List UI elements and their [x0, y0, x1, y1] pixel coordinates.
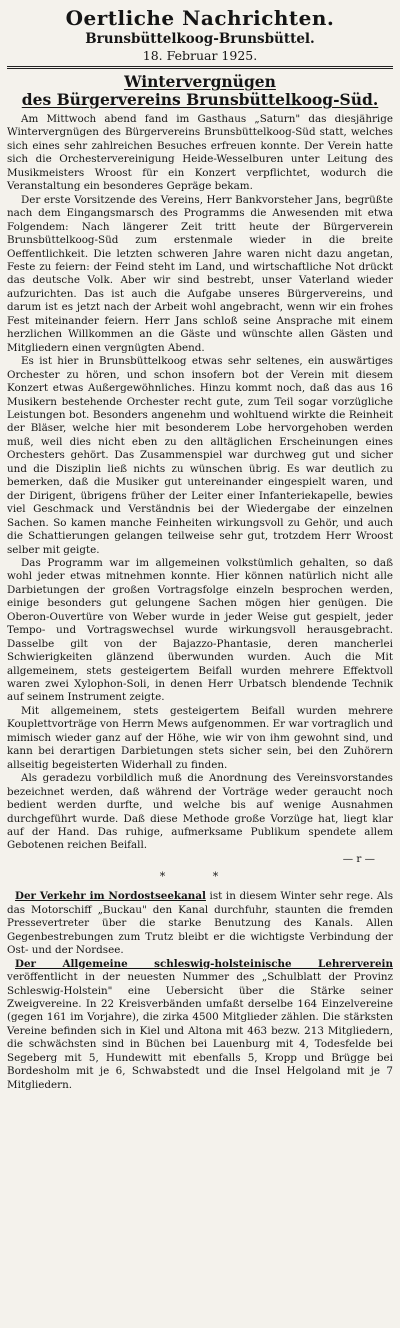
masthead — [7, 6, 393, 64]
article-paragraph: Das Programm war im allgemeinen volkstümlich gehalten, so daß wohl jeder etwas mitnehmen konnte. Hier können natürlich nicht alle Darbietungen der großen Vortragsfolge einzeln besprochen werden, einige besonders gut gelungene Sachen mögen hier genügen. Die Oberon-Ouvertüre von Weber wurde in jeder Weise gut gespielt, jeder Tempo- und Vortragswechsel wurde wirkungsvoll herausgebracht. Dasselbe gilt von der Bajazzo-Phantasie, deren mancherlei Schwierigkeiten glänzend überwunden wurden. Auch die Mit allgemeinem, stets gesteigertem Beifall wurden mehrere Effektvoll waren zwei Xylophon-Soli, in denen Herr Urbatsch blendende Technik auf seinem Instrument zeigte. — [7, 556, 393, 704]
section-title: Oertliche Nachrichten. — [65, 6, 335, 30]
notice-item — [7, 890, 393, 957]
article-headline-line-2: des Bürgervereins Brunsbüttelkoog-Süd. — [21, 90, 379, 109]
notice-lead: Der Verkehr im Nordostseekanal — [15, 890, 206, 903]
article-paragraph: Als geradezu vorbildlich muß die Anordnung des Vereinsvorstandes bezeichnet werden, daß während der Vorträge weder geraucht noch bedient werden durfte, und welche bis auf wenige Ausnahmen durchgeführt wurde. Daß diese Methode große Vorzüge hat, liegt klar auf der Hand. Das ruhige, aufmerksame Publikum spendete allem Gebotenen reichen Beifall. — [7, 772, 393, 852]
notice-lead: Der Allgemeine schleswig-holsteinische Lehrerverein — [15, 957, 393, 970]
article-paragraph: Der erste Vorsitzende des Vereins, Herr Bankvorsteher Jans, begrüßte nach dem Eingangsmarsch des Programms die Anwesenden mit etwa Folgendem: Nach längerer Zeit tritt heute der Bürgerverein Brunsbüttelkoog-Süd zum erstenmale wieder in die breite Oeffentlichkeit. Die letzten schweren Jahre waren nicht dazu angetan, Feste zu feiern: der Feind steht im Land, und wirtschaftliche Not drückt das deutsche Volk. Aber wir sind bestrebt, unser Vaterland wieder aufzurichten. Das ist auch die Aufgabe unseres Bürgervereins, und darum ist es jetzt nach der Arbeit wohl angebracht, wenn wir ein frohes Fest miteinander feiern. Herr Jans schloß seine Ansprache mit einem herzlichen Willkommen an die Gäste und wünschte allen Gästen und Mitgliedern einen vergnügten Abend. — [7, 193, 393, 354]
section-separator: * * — [159, 870, 241, 884]
article-signature: — r — — [342, 852, 375, 865]
section-subtitle: Brunsbüttelkoog-Brunsbüttel. — [85, 31, 315, 47]
article-paragraph: Es ist hier in Brunsbüttelkoog etwas sehr seltenes, ein auswärtiges Orchester zu hören, und schon insofern bot der Verein mit diesem Konzert etwas Außergewöhnliches. Hinzu kommt noch, daß das aus 16 Musikern bestehende Orchester recht gute, zum Teil sogar vorzügliche Leistungen bot. Besonders angenehm und wohltuend wirkte die Reinheit der Bläser, welche hier mit besonderem Lobe hervorgehoben werden muß, weil dies nicht eben zu den alltäglichen Erscheinungen eines Orchesters gehört. Das Zusammenspiel war durchweg gut und sicher und die Disziplin ließ nichts zu wünschen übrig. Es war deutlich zu bemerken, daß die Musiker gut untereinander eingespielt waren, und der Dirigent, übrigens früher der Leiter einer Infanteriekapelle, bewies viel Geschmack und Verständnis bei der Wiedergabe der einzelnen Sachen. So kamen manche Feinheiten wirkungsvoll zu Gehör, und auch die Schattierungen gelangen teilweise sehr gut, trotzdem Herr Wroost selber mit geigte. — [7, 355, 393, 556]
issue-date: 18. Februar 1925. — [142, 48, 258, 63]
article-paragraph: Am Mittwoch abend fand im Gasthaus „Saturn" das diesjährige Wintervergnügen des Bürgervereins Brunsbüttelkoog-Süd statt, welches sich eines sehr zahlreichen Besuches erfreuen konnte. Der Verein hatte sich die Orchestervereinigung Heide-Wesselburen unter Leitung des Musikmeisters Wroost für ein Konzert verpflichtet, wodurch die Veranstaltung ein besonderes Gepräge bekam. — [7, 113, 393, 193]
masthead-divider — [7, 66, 393, 69]
article-headline — [7, 73, 393, 109]
article-paragraph: Mit allgemeinem, stets gesteigertem Beifall wurden mehrere Kouplettvorträge von Herrn Mews aufgenommen. Er war vortraglich und mimisch wieder ganz auf der Höhe, wie wir von ihm gewohnt sind, und kann bei derartigen Darbietungen stets sicher sein, bei den Zuhörern allseitig begeisterten Widerhall zu finden. — [7, 704, 393, 771]
notice-text: ist in diesem Winter sehr rege. Als das Motorschiff „Buckau" den Kanal durchfuhr, staunten die fremden Pressevertreter über die starke Benutzung des Kanals. Allen Gegenbestrebungen zum Trutz bleibt er die wichtigste Verbindung der Ost- und der Nordsee. — [7, 890, 394, 957]
notice-item — [7, 958, 393, 1093]
article-headline-line-1: Wintervergnügen — [124, 72, 276, 91]
article-body — [7, 113, 393, 853]
notices — [7, 890, 393, 1092]
notice-text: veröffentlicht in der neuesten Nummer des „Schulblatt der Provinz Schleswig-Holstein" eine Uebersicht über die Stärke seiner Zweigvereine. In 22 Kreisverbänden umfaßt derselbe 164 Einzelvereine (gegen 161 im Vorjahre), die zirka 4500 Mitglieder zählen. Die stärksten Vereine befinden sich in Kiel und Altona mit 463 bezw. 213 Mitgliedern, die schwächsten sind in Büchen bei Lauenburg mit 4, Todesfelde bei Segeberg mit 5, Hundewitt mit ebenfalls 5, Kropp und Brügge bei Bordesholm mit je 6, Schwabstedt und die Insel Helgoland mit je 7 Mitgliedern. — [7, 971, 393, 1091]
